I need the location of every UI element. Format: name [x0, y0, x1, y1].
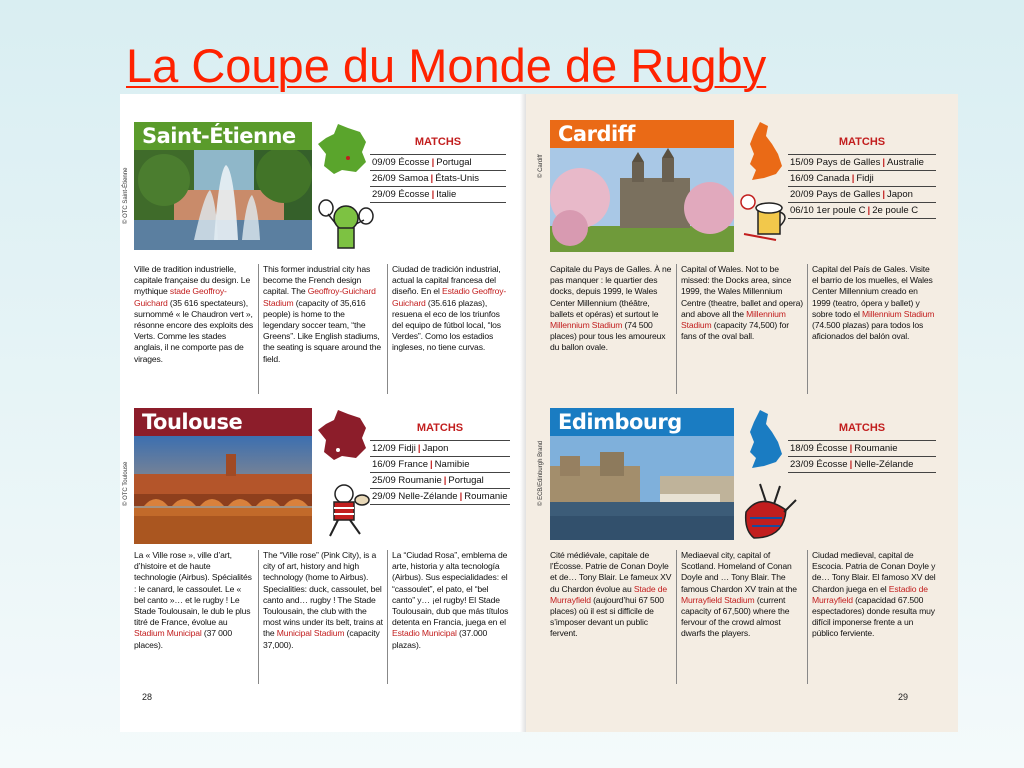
text: (37 000 places).	[134, 628, 233, 650]
match-row: 16/09 France | Namibie	[370, 457, 510, 473]
matches-heading: MATCHS	[370, 136, 506, 155]
stadium-name: Municipal Stadium	[276, 628, 345, 639]
team-a: Pays de Galles	[816, 189, 881, 200]
text-es-saint-etienne	[392, 264, 510, 354]
slide-title: La Coupe du Monde de Rugby	[126, 39, 767, 92]
match-row: 18/09 Écosse | Roumanie	[788, 441, 936, 457]
match-date: 25/09	[372, 475, 396, 486]
match-date: 23/09	[790, 459, 814, 470]
column-divider	[258, 550, 259, 684]
text: (current capacity of 67,500) where the fervour of the crowd almost dwarfs the players.	[681, 594, 790, 639]
match-row: 06/10 1er poule C | 2e poule C	[788, 203, 936, 219]
team-b: Portugal	[436, 157, 472, 168]
column-divider	[387, 550, 388, 684]
text: Mediaeval city, capital of Scotland. Homeland of Conan Doyle and … Tony Blair. The famous Chardon XV train at the	[681, 550, 797, 594]
match-date: 20/09	[790, 189, 814, 200]
team-b: Nelle-Zélande	[854, 459, 914, 470]
matches-table-edimbourg	[788, 422, 936, 473]
column-divider	[807, 550, 808, 684]
team-a: Écosse	[398, 157, 430, 168]
text-fr-edimbourg	[550, 550, 672, 640]
text: (35.616 plazas), resuena el eco de los triunfos del equipo de fútbol local, “los Verdes”. Como los estadios ingleses, no tiene curvas.	[392, 297, 501, 353]
cardiff-photo	[550, 148, 734, 252]
team-b: Fidji	[856, 173, 874, 184]
match-row: 29/09 Nelle-Zélande | Roumanie	[370, 489, 510, 505]
stadium-name: Millennium Stadium	[550, 320, 623, 331]
matches-heading: MATCHS	[788, 136, 936, 155]
team-b: Italie	[436, 189, 457, 200]
city-banner-saint-etienne: Saint-Étienne	[134, 122, 312, 150]
text-es-edimbourg	[812, 550, 938, 640]
city-banner-toulouse: Toulouse	[134, 408, 312, 436]
rugby-mascot-icon	[316, 480, 376, 545]
match-date: 18/09	[790, 443, 814, 454]
team-b: Namibie	[434, 459, 470, 470]
team-b: 2e poule C	[872, 205, 919, 216]
page-number-left: 28	[142, 692, 153, 702]
photo-credit: © ECB/Edinburgh Brand	[538, 440, 544, 506]
text: Capitale du Pays de Galles. À ne pas manquer : le quartier des docks, depuis 1999, le Wales Center Millennium (théâtre, ballets et opéras) et surtout le	[550, 264, 672, 319]
match-date: 15/09	[790, 157, 814, 168]
text: Ciudad de tradición industrial, actual la capital francesa del diseño. En el	[392, 264, 501, 297]
text: Ville de tradition industrielle, capitale française du design. Le mythique	[134, 264, 251, 297]
stadium-name: Stade de Murrayfield	[550, 583, 668, 605]
match-row: 20/09 Pays de Galles | Japon	[788, 187, 936, 203]
team-b: États-Unis	[435, 173, 480, 184]
team-a: 1er poule C	[816, 205, 866, 216]
text: (capacity 37,000).	[263, 628, 380, 650]
text: Ciudad medieval, capital de Escocia. Patria de Conan Doyle y de… Tony Blair. El famoso XV del Chardon juega en el	[812, 550, 936, 594]
france-map-icon	[316, 408, 370, 467]
team-a: Pays de Galles	[816, 157, 881, 168]
page-number-right: 29	[898, 692, 909, 702]
toulouse-photo	[134, 436, 312, 544]
matches-table-saint-etienne	[370, 136, 506, 203]
team-b: Japon	[422, 443, 449, 454]
team-b: Portugal	[448, 475, 484, 486]
team-b: Roumanie	[854, 443, 898, 454]
uk-map-icon	[740, 120, 786, 189]
team-a: Roumanie	[398, 475, 442, 486]
text: Cité médiévale, capitale de l’Écosse. Patrie de Conan Doyle et de… Tony Blair. Le fameux XV du Chardon évolue au	[550, 550, 672, 594]
match-row: 23/09 Écosse | Nelle-Zélande	[788, 457, 936, 473]
match-date: 16/09	[372, 459, 396, 470]
match-row: 29/09 Écosse | Italie	[370, 187, 506, 203]
stadium-name: Millennium Stadium	[861, 308, 935, 319]
text-en-saint-etienne	[263, 264, 383, 365]
text-en-toulouse	[263, 550, 383, 651]
brochure-spread	[120, 94, 958, 732]
photo-credit: © OTC Toulouse	[123, 461, 129, 506]
matches-heading: MATCHS	[788, 422, 936, 441]
column-divider	[676, 264, 677, 394]
team-b: Australie	[887, 157, 924, 168]
text: (35 616 spectateurs), surnommé « le Chaudron vert », résonne encore des exploits des Verts. Comme les stades anglais, il ne comporte pas de virages.	[134, 297, 254, 364]
stadium-name: Millennium Stadium	[681, 308, 786, 331]
stadium-name: Stadium Municipal	[134, 628, 202, 639]
text: (74.500 plazas) para todos los aficionados del balón oval.	[812, 320, 924, 342]
matches-heading: MATCHS	[370, 422, 510, 441]
uk-map-icon	[740, 408, 786, 477]
match-date: 16/09	[790, 173, 814, 184]
team-b: Japon	[887, 189, 913, 200]
column-divider	[258, 264, 259, 394]
team-a: Fidji	[398, 443, 416, 454]
match-date: 29/09	[372, 189, 396, 200]
team-a: Canada	[816, 173, 850, 184]
text: The “Ville rose” (Pink City), is a city of art, history and high technology (home to Airbus). Specialities: duck, cassoulet, bel canto and… rugby ! The Stade Toulousain, the club with the most wins under its belt, trains at the	[263, 550, 383, 639]
text-es-toulouse	[392, 550, 510, 651]
stadium-name: Murrayfield Stadium	[681, 594, 755, 605]
city-banner-edimbourg: Edimbourg	[550, 408, 734, 436]
column-divider	[676, 550, 677, 684]
text-fr-cardiff	[550, 264, 672, 354]
match-row: 25/09 Roumanie | Portugal	[370, 473, 510, 489]
matches-table-toulouse	[370, 422, 510, 505]
stadium-name: Geoffroy-Guichard Stadium	[263, 286, 376, 308]
matches-table-cardiff	[788, 136, 936, 219]
text-en-cardiff	[681, 264, 803, 342]
text-es-cardiff	[812, 264, 938, 342]
team-a: Samoa	[398, 173, 429, 184]
beer-mascot-icon	[736, 186, 796, 251]
right-page	[526, 94, 958, 732]
match-row: 09/09 Écosse | Portugal	[370, 155, 506, 171]
text-fr-saint-etienne	[134, 264, 254, 365]
city-banner-cardiff: Cardiff	[550, 120, 734, 148]
rugby-mascot-icon	[316, 194, 376, 259]
text: This former industrial city has become the French design capital. The	[263, 264, 371, 297]
stadium-name: Estadio de Murrayfield	[812, 583, 928, 605]
france-map-icon	[316, 122, 370, 181]
stadium-name: Estadio Municipal	[392, 628, 457, 639]
team-a: Nelle-Zélande	[398, 491, 458, 502]
match-date: 06/10	[790, 205, 814, 216]
team-a: Écosse	[398, 189, 430, 200]
photo-credit: © Cardiff	[538, 154, 544, 178]
text: (capacity of 35,616 people) is home to the legendary soccer team, “the Greens”. Like English stadiums, the seating is square around the field.	[263, 297, 381, 364]
saint-etienne-photo	[134, 150, 312, 250]
team-a: France	[398, 459, 428, 470]
match-row: 15/09 Pays de Galles | Australie	[788, 155, 936, 171]
match-row: 12/09 Fidji | Japon	[370, 441, 510, 457]
text: (37.000 plazas).	[392, 628, 488, 650]
stadium-name: stade Geoffroy-Guichard	[134, 286, 227, 308]
photo-credit: © OTC Saint-Étienne	[123, 167, 129, 224]
match-date: 09/09	[372, 157, 396, 168]
text: (capacidad 67.500 espectadores) donde resulta muy difícil imponerse frente a un público ferviente.	[812, 594, 935, 639]
text: Capital of Wales. Not to be missed: the Docks area, since 1999, the Wales Millennium Centre (theatre, ballet and opera) and above all the	[681, 264, 803, 319]
text: La “Ciudad Rosa”, emblema de arte, historia y alta tecnología (Airbus). Sus especialidades: el “cassoulet”, el pato, el “bel canto” y… ¡el rugby! El Stade Toulousain, dub que más títulos detenta en Francia, juega en el	[392, 550, 509, 628]
match-row: 26/09 Samoa | États-Unis	[370, 171, 506, 187]
text: Capital del País de Gales. Visite el barrio de los muelles, el Wales Center Millennium creado en 1999 (teatro, ópera y ballet) y sobre todo el	[812, 264, 933, 319]
match-date: 29/09	[372, 491, 396, 502]
text: (capacity 74,500) for fans of the oval ball.	[681, 320, 789, 342]
team-a: Écosse	[816, 459, 848, 470]
text: (aujourd’hui 67 500 places) où il est si difficile de s’imposer devant un public fervent.	[550, 594, 664, 639]
column-divider	[807, 264, 808, 394]
match-row: 16/09 Canada | Fidji	[788, 171, 936, 187]
match-date: 12/09	[372, 443, 396, 454]
text: La « Ville rose », ville d’art, d’histoire et de haute technologie (Airbus). Spécialités : le canard, le cassoulet. Le « bel canto »… et le rugby ! Le Stade Toulousain, le dub le plus titré de France, évolue au	[134, 550, 252, 628]
edimbourg-photo	[550, 436, 734, 540]
bagpipe-mascot-icon	[740, 482, 800, 551]
stadium-name: Estadio Geoffroy-Guichard	[392, 286, 507, 308]
team-b: Roumanie	[464, 491, 508, 502]
column-divider	[387, 264, 388, 394]
text-fr-toulouse	[134, 550, 254, 651]
team-a: Écosse	[816, 443, 848, 454]
text-en-edimbourg	[681, 550, 803, 640]
left-page	[120, 94, 526, 732]
match-date: 26/09	[372, 173, 396, 184]
text: (74 500 places) pour tous les amoureux du ballon ovale.	[550, 320, 666, 353]
